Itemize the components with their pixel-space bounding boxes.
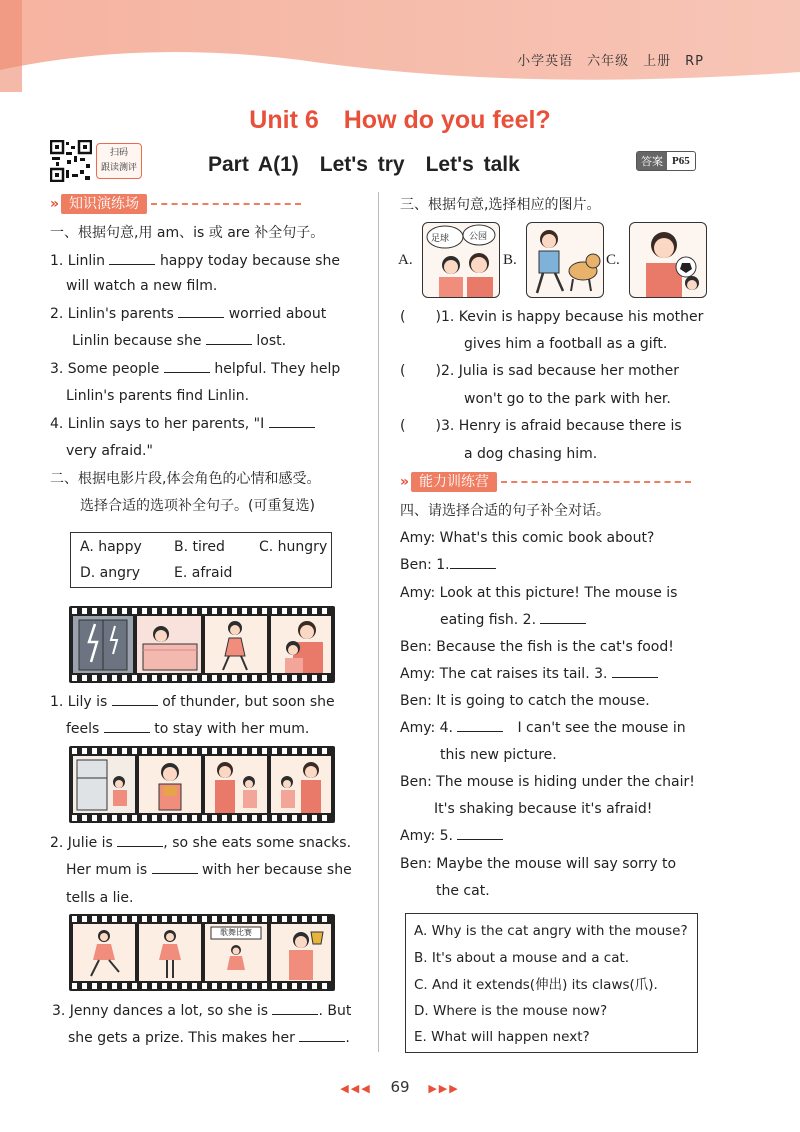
- q2-sentence-1-cont: [66, 720, 309, 738]
- film-strip-julie: [69, 746, 335, 823]
- q4-options-box: [405, 913, 698, 1053]
- q3-text: 3. Henry is afraid because there is: [440, 418, 682, 434]
- q2-option: C. hungry: [259, 539, 328, 555]
- q1-text: happy today because she: [159, 253, 340, 269]
- film-frame-scolding: [271, 756, 331, 813]
- q1-item-1-cont: will watch a new film.: [66, 278, 218, 294]
- dashed-divider: [501, 481, 691, 483]
- scan-label: 扫码: [109, 148, 128, 158]
- contest-sign: 歌舞比赛: [220, 928, 252, 937]
- answer-blank[interactable]: [109, 252, 155, 265]
- dialogue-line: Ben: Maybe the mouse will say sorry to: [400, 856, 677, 872]
- page-footer: [0, 1078, 800, 1096]
- answer-blank[interactable]: [206, 332, 252, 345]
- q4-option: E. What will happen next?: [414, 1029, 590, 1045]
- q2-text: to stay with her mum.: [154, 721, 310, 737]
- double-arrow-icon: »: [400, 474, 410, 490]
- film-frame-prize: [271, 924, 331, 981]
- dialogue-line: the cat.: [436, 883, 490, 899]
- dialogue-line: [400, 556, 496, 574]
- bracket-close: ): [435, 309, 441, 325]
- q2-text: 3. Jenny dances a lot, so she is: [52, 1003, 269, 1019]
- thunder-window-image: [73, 616, 133, 673]
- q2-text: of thunder, but soon she: [162, 694, 335, 710]
- q1-text: helpful. They help: [214, 361, 341, 377]
- pic-label-a: A.: [398, 252, 413, 268]
- q3-title: 三、根据句意,选择相应的图片。: [400, 197, 601, 213]
- q2-sentence-2-cont: [66, 861, 352, 879]
- unit-title: Unit 6 How do you feel?: [249, 106, 551, 134]
- q4-title: 四、请选择合适的句子补全对话。: [400, 503, 610, 519]
- dialogue-text: Ben: 1.: [400, 557, 450, 573]
- q2-option: A. happy: [80, 539, 142, 555]
- picture-c: [629, 222, 707, 298]
- column-divider: [378, 192, 379, 1052]
- q2-option: E. afraid: [174, 565, 233, 581]
- q1-item-3-cont: Linlin's parents find Linlin.: [66, 388, 250, 404]
- q2-text: she gets a prize. This makes her: [68, 1030, 295, 1046]
- film-frame-bed: [137, 616, 201, 673]
- q2-text: .: [345, 1030, 350, 1046]
- q4-option: D. Where is the mouse now?: [414, 1003, 608, 1019]
- q4-option: B. It's about a mouse and a cat.: [414, 950, 630, 966]
- answer-blank[interactable]: [152, 861, 198, 874]
- qr-code-icon[interactable]: [50, 140, 92, 182]
- q3-item-3: [400, 417, 682, 435]
- answer-label: 答案: [637, 152, 667, 170]
- film-holes: [72, 748, 332, 754]
- answer-blank[interactable]: [612, 665, 658, 678]
- q2-text: . But: [318, 1003, 352, 1019]
- right-arrows-icon: ▶▶▶: [428, 1082, 460, 1095]
- girl-with-trophy-image: [271, 924, 331, 981]
- dialogue-line: Ben: Because the fish is the cat's food!: [400, 639, 674, 655]
- q1-text: lost.: [256, 333, 287, 349]
- dialogue-line: Ben: It is going to catch the mouse.: [400, 693, 650, 709]
- q2-sentence-2-cont2: tells a lie.: [66, 890, 134, 906]
- q3-item-2: [400, 362, 679, 380]
- bracket-close: ): [435, 363, 441, 379]
- bracket-open: (: [400, 309, 406, 325]
- part-title: Part A(1) Let's try Let's talk: [208, 153, 520, 176]
- bracket-close: ): [435, 418, 441, 434]
- mother-with-football-image: [630, 223, 706, 297]
- bubble-park: 公园: [469, 232, 488, 242]
- q1-text: worried about: [228, 306, 327, 322]
- answer-blank[interactable]: [540, 611, 586, 624]
- dialogue-line: [440, 611, 586, 629]
- film-frame-thunder: [73, 616, 133, 673]
- film-holes: [72, 675, 332, 681]
- q2-text: Her mum is: [66, 862, 148, 878]
- answer-blank[interactable]: [457, 719, 503, 732]
- film-frame-dance-1: [73, 924, 135, 981]
- q2-text: 2. Julie is: [50, 835, 113, 851]
- q1-text: 2. Linlin's parents: [50, 306, 174, 322]
- film-frame-hug: [271, 616, 331, 673]
- film-frame-mother-angry: [205, 756, 267, 813]
- q3-item-3-cont: a dog chasing him.: [464, 446, 598, 462]
- pic-label-b: B.: [503, 252, 517, 268]
- q2-text: 1. Lily is: [50, 694, 108, 710]
- scolding-image: [271, 756, 331, 813]
- girl-running-image: [205, 616, 267, 673]
- dialogue-line: Ben: The mouse is hiding under the chair!: [400, 774, 695, 790]
- q2-sentence-1: [50, 693, 335, 711]
- film-holes: [72, 608, 332, 614]
- answer-blank[interactable]: [164, 360, 210, 373]
- dialogue-text: I can't see the mouse in: [517, 720, 686, 736]
- fridge-image: [73, 756, 135, 813]
- boy-and-dog-image: [527, 223, 603, 297]
- answer-blank[interactable]: [272, 1002, 318, 1015]
- q1-item-2-cont: [72, 332, 286, 350]
- answer-blank[interactable]: [178, 305, 224, 318]
- badge-label: 知识演练场: [61, 194, 147, 214]
- q2-title: 二、根据电影片段,体会角色的心情和感受。: [50, 471, 321, 487]
- film-frame-fridge: [73, 756, 135, 813]
- answer-blank[interactable]: [457, 827, 503, 840]
- answer-page-ref: [636, 151, 696, 171]
- page-number: 69: [390, 1078, 410, 1096]
- q4-option: A. Why is the cat angry with the mouse?: [414, 923, 688, 939]
- q1-item-4-cont: very afraid.": [66, 443, 153, 459]
- picture-b: [526, 222, 604, 298]
- answer-blank[interactable]: [299, 1029, 345, 1042]
- film-holes: [72, 815, 332, 821]
- mother-hug-image: [271, 616, 331, 673]
- bubble-football: 足球: [431, 234, 450, 244]
- double-arrow-icon: »: [50, 196, 60, 212]
- section-badge-ability: [400, 472, 691, 492]
- q1-text: 3. Some people: [50, 361, 160, 377]
- bracket-open: (: [400, 363, 406, 379]
- film-frame-contest: [205, 924, 267, 981]
- film-holes: [72, 983, 332, 989]
- answer-blank[interactable]: [450, 556, 496, 569]
- dialogue-line: [400, 719, 686, 737]
- book-series: 小学英语 六年级 上册 RP: [517, 54, 704, 69]
- q2-options-box: [70, 532, 332, 588]
- q1-item-2: [50, 305, 326, 323]
- section-badge-practice: [50, 194, 301, 214]
- film-frame-snacks: [139, 756, 201, 813]
- dancing-girl-image: [139, 924, 201, 981]
- q1-item-1: [50, 252, 340, 270]
- q1-item-4: [50, 415, 315, 433]
- answer-blank[interactable]: [112, 693, 158, 706]
- scan-sublabel: 跟读测评: [100, 163, 137, 173]
- film-holes: [72, 916, 332, 922]
- dancing-girl-image: [73, 924, 135, 981]
- dialogue-line: It's shaking because it's afraid!: [434, 801, 653, 817]
- q2-sentence-3: [52, 1002, 351, 1020]
- q3-item-1-cont: gives him a football as a gift.: [464, 336, 668, 352]
- dialogue-text: Amy: 5.: [400, 828, 454, 844]
- dialogue-line: [400, 665, 658, 683]
- q1-title: 一、根据句意,用 am、is 或 are 补全句子。: [50, 225, 325, 241]
- angry-mother-image: [205, 756, 267, 813]
- q2-option: D. angry: [80, 565, 141, 581]
- q3-item-2-cont: won't go to the park with her.: [464, 391, 671, 407]
- q3-text: 1. Kevin is happy because his mother: [440, 309, 704, 325]
- film-strip-lily: [69, 606, 335, 683]
- dashed-divider: [151, 203, 301, 205]
- dialogue-text: Amy: 4.: [400, 720, 454, 736]
- bracket-open: (: [400, 418, 406, 434]
- dialogue-line: this new picture.: [440, 747, 557, 763]
- q2-subtitle: 选择合适的选项补全句子。(可重复选): [80, 498, 315, 514]
- picture-a: [422, 222, 500, 298]
- q2-option: B. tired: [174, 539, 225, 555]
- q2-text: feels: [66, 721, 100, 737]
- scan-to-practice-button[interactable]: [96, 143, 142, 179]
- q3-text: 2. Julia is sad because her mother: [440, 363, 680, 379]
- dialogue-line: [400, 827, 503, 845]
- q1-text: Linlin because she: [72, 333, 202, 349]
- q3-item-1: [400, 308, 703, 326]
- q2-text: with her because she: [202, 862, 352, 878]
- answer-blank[interactable]: [117, 834, 163, 847]
- header-band: [0, 0, 800, 92]
- pic-label-c: C.: [606, 252, 620, 268]
- q1-item-3: [50, 360, 340, 378]
- answer-blank[interactable]: [269, 415, 315, 428]
- dialogue-line: Amy: What's this comic book about?: [400, 530, 655, 546]
- q2-sentence-2: [50, 834, 351, 852]
- film-frame-dance-2: [139, 924, 201, 981]
- dialogue-text: Amy: The cat raises its tail. 3.: [400, 666, 608, 682]
- girl-eating-image: [139, 756, 201, 813]
- badge-label: 能力训练营: [411, 472, 497, 492]
- girl-in-bed-image: [137, 616, 201, 673]
- answer-blank[interactable]: [104, 720, 150, 733]
- q2-text: , so she eats some snacks.: [163, 835, 352, 851]
- film-strip-jenny: [69, 914, 335, 991]
- left-arrows-icon: ◀◀◀: [340, 1082, 372, 1095]
- dialogue-text: eating fish. 2.: [440, 612, 537, 628]
- q1-text: 1. Linlin: [50, 253, 106, 269]
- q4-option: C. And it extends(伸出) its claws(爪).: [414, 977, 658, 993]
- q2-sentence-3-cont: [68, 1029, 350, 1047]
- q1-text: 4. Linlin says to her parents, "I: [50, 416, 265, 432]
- dialogue-line: Amy: Look at this picture! The mouse is: [400, 585, 678, 601]
- answer-page: P65: [672, 155, 690, 167]
- film-frame-running: [205, 616, 267, 673]
